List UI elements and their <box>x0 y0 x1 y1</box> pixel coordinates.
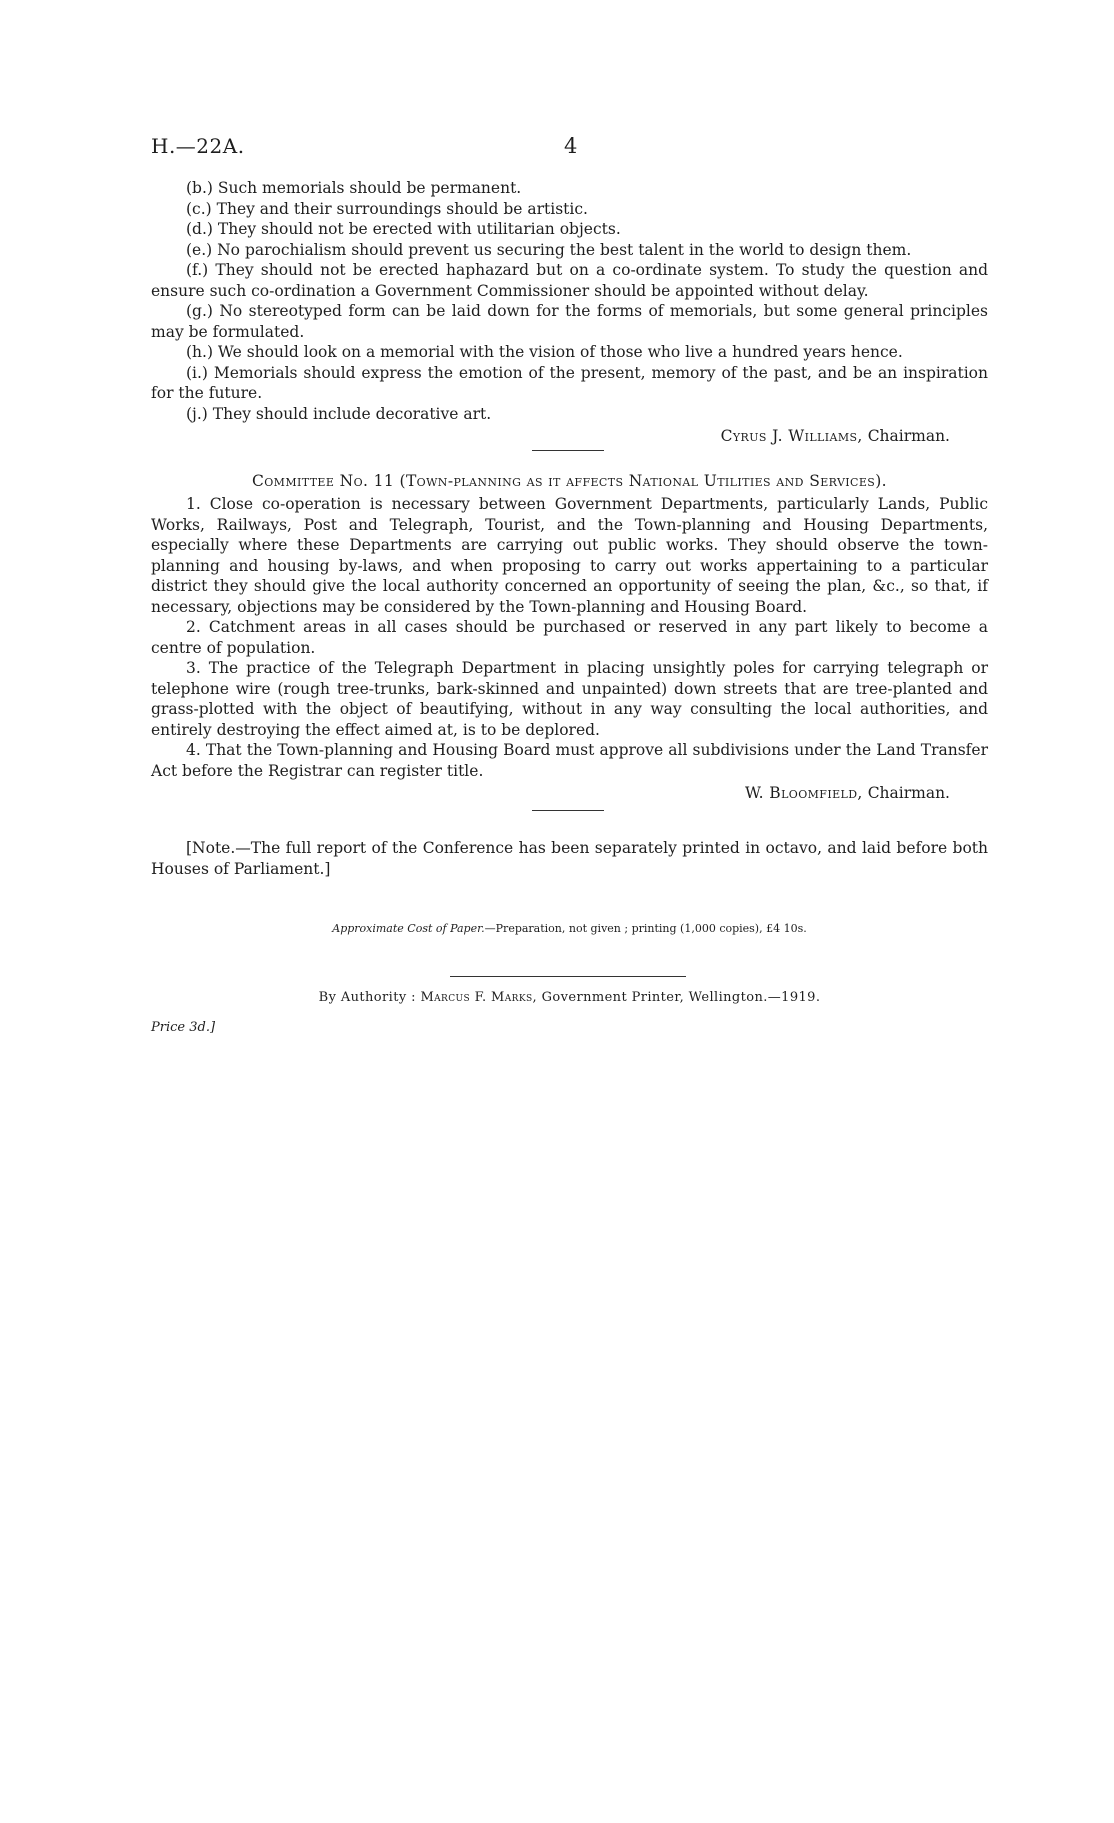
chairman-signature <box>151 426 988 447</box>
signature-name: Cyrus J. Williams, <box>720 427 863 445</box>
cost-label: Approximate Cost of Paper. <box>332 922 485 935</box>
resolution-paragraph: 3. The practice of the Telegraph Department in placing unsightly poles for carrying telegraph or telephone wire (rough tree-trunks, bark-skinned and unpainted) down streets that are tree-planted and grass-plotted with the object of beautifying, without in any way consulting the local authorities, and entirely destroying the effect aimed at, is to be deplored. <box>151 659 988 739</box>
list-item: (g.) No stereotyped form can be laid down for the forms of memorials, but some general principles may be formulated. <box>151 302 988 341</box>
page-number: 4 <box>564 134 578 158</box>
page-header <box>151 134 988 164</box>
note-text: [Note.—The full report of the Conference has been separately printed in octavo, and laid before both Houses of Parliament.] <box>151 839 988 878</box>
list-item: (j.) They should include decorative art. <box>186 404 492 423</box>
list-item: (d.) They should not be erected with utilitarian objects. <box>186 220 621 238</box>
imprint-divider <box>450 976 686 977</box>
signature-role: Chairman. <box>867 784 950 802</box>
signature-name: W. Bloomfield, <box>745 784 863 802</box>
list-item: (c.) They and their surroundings should be artistic. <box>186 199 588 218</box>
resolution-paragraph: 4. That the Town-planning and Housing Board must approve all subdivisions under the Land Transfer Act before the Registrar can register title. <box>151 741 988 780</box>
cost-text: —Preparation, not given ; printing (1,000 copies), £4 10s. <box>484 922 807 935</box>
memorial-principles-list <box>151 178 988 447</box>
price: Price 3d.] <box>151 1020 216 1035</box>
list-item: (h.) We should look on a memorial with the vision of those who live a hundred years hence. <box>186 343 903 361</box>
committee-resolutions <box>151 494 988 804</box>
list-item: (e.) No parochialism should prevent us securing the best talent in the world to design them. <box>186 240 912 259</box>
committee-heading: Committee No. 11 (Town-planning as it affects National Utilities and Services). <box>252 472 887 490</box>
section-divider <box>532 450 604 451</box>
imprint-suffix: Government Printer, Wellington.—1919. <box>541 990 821 1005</box>
chairman-signature <box>151 783 988 804</box>
section-divider <box>532 810 604 811</box>
imprint-prefix: By Authority : <box>318 990 416 1005</box>
resolution-paragraph: 1. Close co-operation is necessary between Government Departments, particularly Lands, Public Works, Railways, Post and Telegraph, Tourist, and the Town-planning and Housing Departments, especially where these Departments are carrying out public works. They should observe the town-planning and housing by-laws, and when proposing to carry out works appertaining to a particular district they should give the local authority concerned an opportunity of seeing the plan, &c., so that, if necessary, objections may be considered by the Town-planning and Housing Board. <box>151 495 988 616</box>
conference-note <box>151 838 988 879</box>
signature-role: Chairman. <box>867 427 950 445</box>
document-code: H.—22A. <box>151 134 245 158</box>
list-item: (b.) Such memorials should be permanent. <box>186 179 522 197</box>
cost-of-paper <box>151 922 988 935</box>
printer-name: Marcus F. Marks, <box>420 990 538 1005</box>
resolution-paragraph: 2. Catchment areas in all cases should be purchased or reserved in any part likely to become a centre of population. <box>151 618 988 657</box>
printer-imprint <box>151 990 988 1005</box>
list-item: (i.) Memorials should express the emotion of the present, memory of the past, and be an inspiration for the future. <box>151 363 988 402</box>
list-item: (f.) They should not be erected haphazard but on a co-ordinate system. To study the question and ensure such co-ordination a Government Commissioner should be appointed without delay. <box>151 261 988 300</box>
